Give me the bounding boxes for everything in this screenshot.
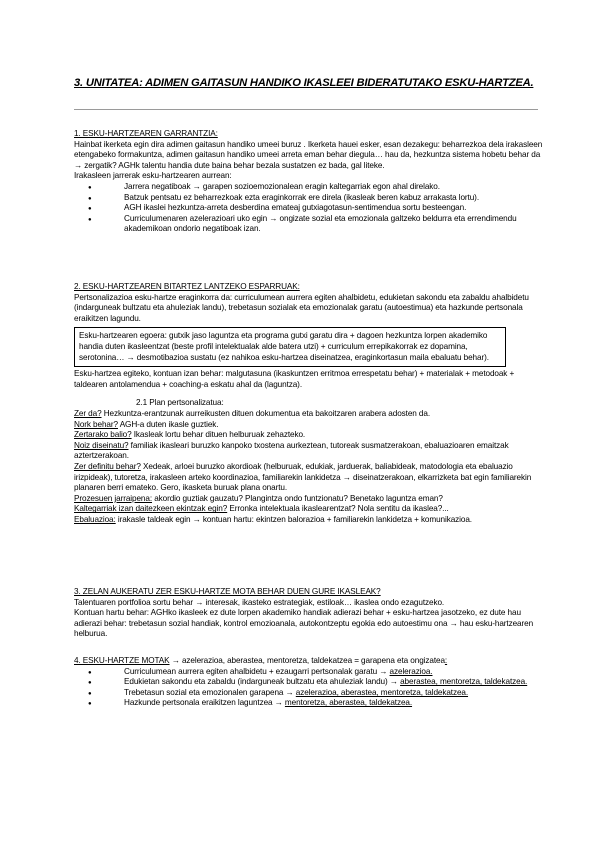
subsection-2-1-heading: 2.1 Plan pertsonalizatua: [136,398,224,408]
plan-row-value: Ikasleak lortu behar dituen helburuak zehazteko. [131,430,306,440]
document-title: 3. UNITATEA: ADIMEN GAITASUN HANDIKO IKASLEEI BIDERATUTAKO ESKU-HARTZEA. [74,77,534,89]
section-1-paragraph-2: Irakasleen jarrerak esku-hartzearen aurrean: [74,171,232,181]
plan-row [74,504,544,515]
plan-row-value: Xedeak, arloei buruzko akordioak (helburuak, edukiak, jarduerak, baliabideak, matodologia eta ebaluazio irizpideak), tutoretza, irakasleen arteko koordinazioa, familiarekin lankidetza → diseinatzerakoan, elkarrizketa bat egin familiarekin planaren berri emateko. Gero, ikasketa buruak plana onartu. [74,461,532,493]
plan-row [74,420,544,431]
list-item-target: aberastea, mentoretza, taldekatzea. [400,677,528,687]
plan-row-value: AGH-a duten ikasle guztiek. [117,419,219,429]
plan-row-key: Ebaluazioa: [74,514,116,524]
plan-row [74,441,544,462]
plan-row-key: Zer definitu behar? [74,461,141,471]
list-item: ● AGH ikaslei hezkuntza-arreta desberdina emateaj gutxiagotasun-sentimendua sortu besteengan. [88,203,544,214]
plan-row-value: familiak ikasleari buruzko kanpoko txostena aurkeztean, tutoreak susmatzerakoan, ebaluazioaren emaitzak aztertzerakoan. [74,440,509,461]
plan-row [74,515,544,526]
list-item: ● Jarrera negatiboak → garapen sozioemozionalean eragin kaltegarriak egon ahal direlako. [88,182,544,193]
plan-row-value: irakasle taldeak egin → kontuan hartu: ekintzen balorazioa + familiarekin lankidetza + komunikazioa. [115,514,472,524]
plan-row [74,462,544,494]
plan-row [74,409,544,420]
section-2-callout-box: Esku-hartzearen egoera: gutxik jaso laguntza eta programa gutxi garatu dira + dagoen hezkuntza lorpen akademiko handia duten ikasleentzat (beste profil intelektualak alde batera utzi) + curriculum errepikakorrak ez dopamina, serotonina… → desmotibazioa sustatu (ez nahikoa esku-hartzea diseinatzea, eraginkortasun maila ebaluatu behar). [74,327,506,367]
list-item [88,698,544,709]
list-item-text: Hazkunde pertsonala eraikitzen laguntzea → [124,698,285,708]
plan-row-value: Erronka intelektuala ikaslearentzat? Nola sentitu da ikaslea?... [227,504,449,514]
section-4-list [74,667,544,709]
list-item [88,667,544,678]
list-item-text: Edukietan sakondu eta zabaldu (indarguneak bultzatu eta ahuleziak landu) → [124,677,401,687]
list-item-text: Trebetasun sozial eta emozionalen garapena → [124,687,296,697]
section-2-paragraph-1: Pertsonalizazioa esku-hartze eraginkorra da: curriculumean aurrera egiten ahalbidetu, edukietan sakondu eta zabaldu ahalbidetu (indarguneak bultzatu eta ahuleziak landu), trebetasun sozialak eta emozionalak garatu (autoestimua) eta hazkunde pertsonala eraikitzen lagundu. [74,292,529,323]
section-3-paragraph-2: Kontuan hartu behar: AGHko ikasleek ez dute lorpen akademiko handiak adierazi behar + esku-hartzea jasotzeko, ez dute hau adierazi behar: trebetasun sozial handiak, kontrol emozioanala, autokontzeptu egokia edo autoestimu ona → hau esku-hartzearen helburua. [74,608,534,639]
plan-row-key: Noiz diseinatu? [74,440,129,450]
plan-row-key: Zertarako balio? [74,430,132,440]
plan-row-key: Prozesuen jarraipena: [74,493,153,503]
list-item: ● Curriculumenaren azelerazioari uko egin → ongizate sozial eta emozionala galtzeko beldurra eta errendimendu akademikoan ondorio negatiboak izan. [88,214,544,235]
plan-row-value: akordio guztiak gauzatu? Plangintza ondo funtzionatu? Benetako laguntza eman? [152,493,443,503]
plan-rows [74,409,544,526]
list-item-target: mentoretza, aberastea, taldekatzea. [284,698,413,708]
section-4-heading-rest: → azelerazioa, aberastea, mentoretza, taldekatzea = garapena eta ongizatea [169,656,445,665]
section-3 [74,587,544,640]
section-3-paragraph-1: Talentuaren portfolioa sortu behar → interesak, ikasteko estrategiak, estiloak… ikaslea ondo ezagutzeko. [74,597,445,607]
section-3-heading: 3. ZELAN AUKERATU ZER ESKU-HARTZE MOTA BEHAR DUEN GURE IKASLEAK? [74,587,381,596]
section-2 [74,282,544,525]
list-item: ● Batzuk pentsatu ez beharrezkoak ezta eraginkorrak ere direla (ikasleak beren kabuz arrakasta lortu). [88,193,544,204]
plan-row [74,430,544,441]
section-1-heading: 1. ESKU-HARTZEAREN GARRANTZIA: [74,129,218,138]
section-4-heading-title: 4. ESKU-HARTZE MOTAK [74,656,170,665]
section-2-heading: 2. ESKU-HARTZEAREN BITARTEZ LANTZEKO ESPARRUAK: [74,282,300,291]
plan-row-key: Zer da? [74,408,102,418]
plan-row-key: Nork behar? [74,419,118,429]
list-item-target: azelerazioa, aberastea, mentoretza, taldekatzea. [295,687,469,697]
section-2-paragraph-2: Esku-hartzea egiteko, kontuan izan behar: malgutasuna (ikaskuntzen erritmoa errespetatu behar) + materialak + metodoak + taldearen antolamendua + coaching-a eskatu ahal da (laguntza). [74,369,515,389]
plan-row-value: Hezkuntza-erantzunak aurreikusten dituen dokumentua eta bakoitzaren arabera adosten da. [101,408,430,418]
list-item [88,677,544,688]
list-item-target: azelerazioa. [389,666,433,676]
section-1 [74,129,544,235]
plan-row-key: Kaltegarriak izan daitezkeen ekintzak egin? [74,504,228,514]
plan-row [74,494,544,505]
section-4 [74,656,544,709]
section-4-heading [74,656,544,667]
list-item [88,688,544,699]
list-item-text: Curriculumean aurrera egiten ahalbidetu + ezaugarri pertsonalak garatu → [124,666,390,676]
section-4-heading-colon: : [444,656,448,665]
title-divider [74,109,538,110]
section-1-list [74,182,544,235]
section-1-paragraph-1: Hainbat ikerketa egin dira adimen gaitasun handiko umeei buruz . Ikerketa hauei esker, esan dezakegu: beharrezkoa dela irakasleen etengabeko formakuntza, adimen gaitasun handiko umeei arreta eman behar diegula… hau da, hezkuntza sistema hobetu behar da → zergatik? AGHk talentu handia dute baina behar bezala sustatzen ez bada, gal liteke. [74,139,543,170]
